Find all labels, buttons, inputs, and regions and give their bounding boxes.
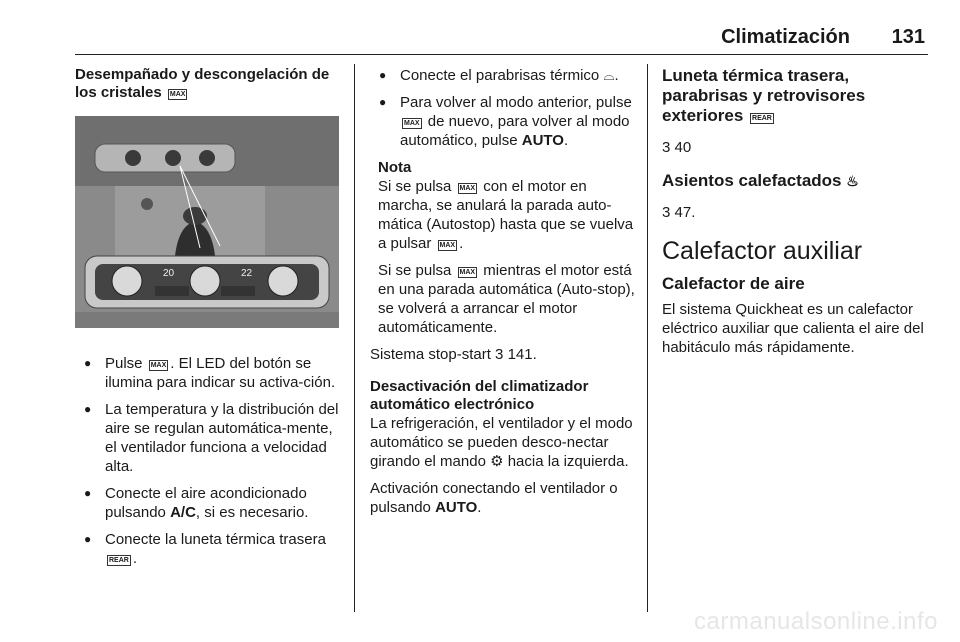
- max-defrost-icon: MAX: [439, 242, 456, 249]
- arrow-ref-icon: 3: [495, 346, 504, 363]
- arrow-ref-icon: 3: [662, 139, 671, 156]
- bullet-list-2: [370, 66, 635, 150]
- list-item: ● Conecte la luneta térmica trasera REAR .: [75, 530, 341, 568]
- section-heading-rear-window: Luneta térmica trasera, parabrisas y retrovisores exteriores REAR: [662, 66, 866, 125]
- section-heading-defrost: Desempañado y descongelación de los cristales MAX: [75, 66, 330, 101]
- page-header: [75, 26, 928, 55]
- stop-start-reference: Sistema stop-start 3 141.: [370, 346, 537, 363]
- column-divider-1: [354, 64, 355, 612]
- list-item: ● La temperatura y la distribución del aire se regulan automática-mente, el ventilador funciona a velocidad alta.: [75, 400, 341, 476]
- arrow-ref-icon: 3: [662, 204, 671, 221]
- column-divider-2: [647, 64, 648, 612]
- list-item: ● Conecte el parabrisas térmico ⌓.: [370, 66, 635, 85]
- climate-control-photo: [75, 116, 339, 328]
- list-item: ● Conecte el aire acondicionado pulsando A/C, si es necesario.: [75, 484, 341, 522]
- section-heading-deactivation: Desactivación del climatizador automático electrónico: [370, 378, 589, 413]
- column-2: [370, 66, 635, 525]
- fan-icon: ⚙: [490, 453, 504, 470]
- note-text-2: Si se pulsa MAX mientras el motor está en una parada automática (Auto-stop), se volverá a arrancar el motor automáticamente.: [378, 262, 635, 336]
- max-defrost-icon: MAX: [404, 120, 420, 127]
- list-item: ● Pulse MAX . El LED del botón se ilumina para indicar su activa-ción.: [75, 354, 341, 392]
- list-item: ● Para volver al modo anterior, pulse MAX de nuevo, para volver al modo automático, pulse AUTO.: [370, 93, 635, 150]
- max-defrost-icon: MAX: [459, 185, 476, 192]
- bullet-list-1: [75, 354, 341, 568]
- column-3: [662, 66, 932, 365]
- section-heading-auxiliary-heater: Calefactor auxiliar: [662, 237, 863, 265]
- photo-temp-right: 22: [241, 268, 253, 279]
- max-defrost-icon: MAX: [169, 91, 186, 98]
- watermark: carmanualsonline.info: [694, 608, 938, 635]
- section-heading-heated-seats: Asientos calefactados ♨: [662, 171, 859, 190]
- quickheat-text: El sistema Quickheat es un calefactor eléctrico auxiliar que calienta el aire del habitáculo más rápidamente.: [662, 301, 924, 356]
- section-heading-air-heater: Calefactor de aire: [662, 274, 805, 293]
- activation-text: Activación conectando el ventilador o pulsando AUTO.: [370, 480, 618, 516]
- heated-seat-icon: ♨: [846, 173, 859, 189]
- note-text-1: Si se pulsa MAX con el motor en marcha, se anulará la parada auto-mática (Autostop) hasta que se vuelva a pulsar MAX .: [378, 178, 634, 252]
- page-number: 131: [891, 26, 925, 48]
- column-1: [75, 66, 341, 576]
- note-label: Nota: [378, 159, 412, 176]
- page-title: Climatización: [721, 26, 850, 48]
- max-defrost-icon: MAX: [150, 362, 167, 369]
- rear-window-icon: REAR: [109, 557, 129, 564]
- heated-windshield-icon: ⌓: [603, 67, 615, 83]
- rear-window-icon: REAR: [752, 115, 772, 122]
- reference-47: 3 47.: [662, 204, 696, 221]
- photo-temp-left: 20: [163, 268, 175, 279]
- max-defrost-icon: MAX: [459, 269, 476, 276]
- reference-40: 3 40: [662, 139, 692, 156]
- deactivation-text: La refrigeración, el ventilador y el modo automático se pueden desco-nectar girando el mando ⚙ hacia la izquierda.: [370, 415, 633, 470]
